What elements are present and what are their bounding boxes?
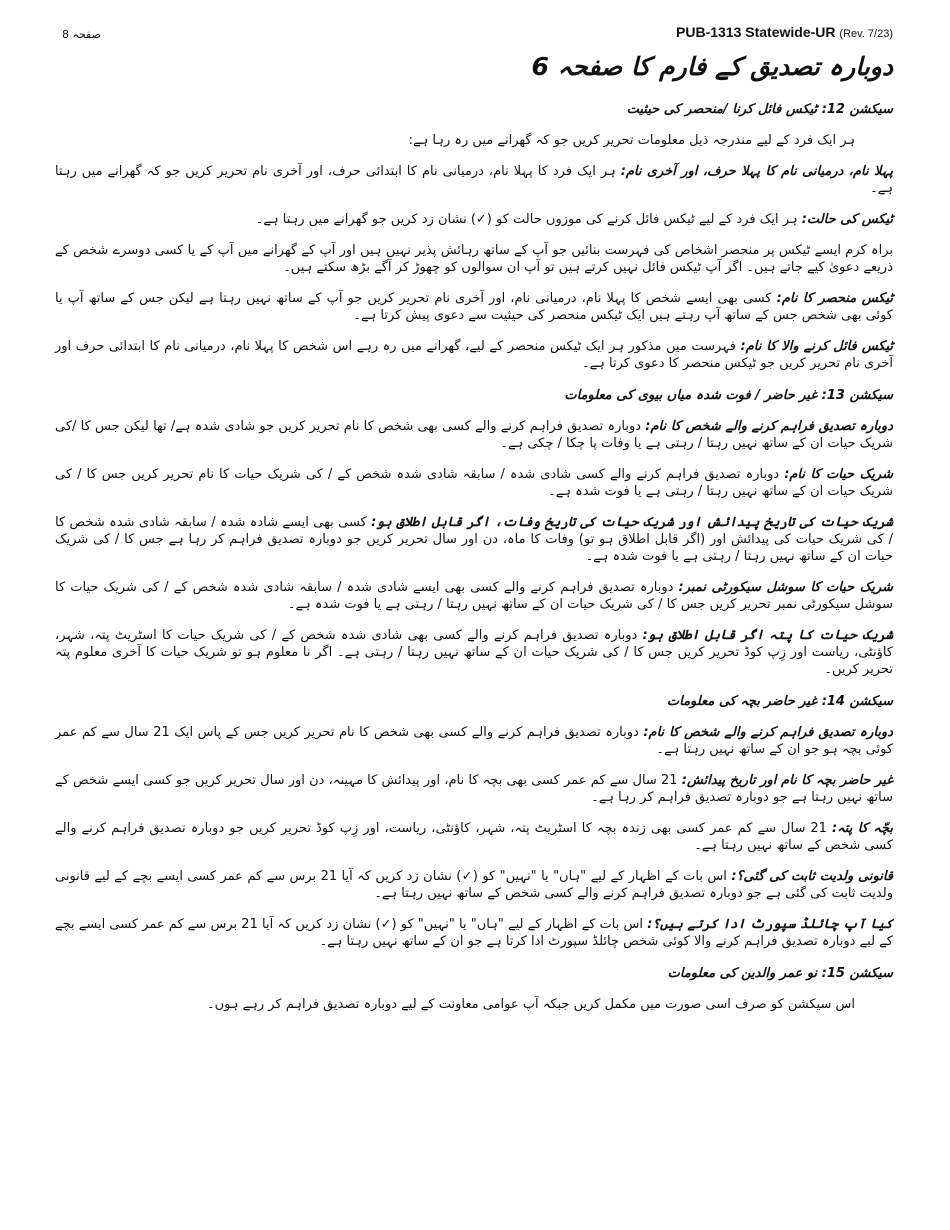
section-14-child-name bbox=[55, 772, 893, 806]
section-13-spouse-name bbox=[55, 466, 893, 500]
term-description: دوبارہ تصدیق فراہم کرنے والے کسی بھی ایسے شادی شدہ / سابقہ شادی شدہ شخص کے / کی شریک حیات کا سوشل سیکورٹی نمبر تحریر کریں جس کا / کی شریک حیات ان کے ساتھ نہیں رہتا / رہتی ہے یا فوت شدہ ہے۔ bbox=[55, 580, 893, 612]
term-description: 21 سال سے کم عمر کسی بھی بچہ کا نام، اور پیدائش کا مہینہ، دن اور سال تحریر کریں جو کسی ایسے شخص کے ساتھ نہیں رہتا ہے جو دوبارہ تصدیق فراہم کر رہا ہے۔ bbox=[55, 773, 893, 805]
term-label: قانونی ولدیت ثابت کی گئی؟: bbox=[731, 869, 893, 884]
section-12-names bbox=[55, 163, 893, 197]
section-13-spouse-ssn bbox=[55, 579, 893, 613]
section-14-child-address bbox=[55, 820, 893, 854]
section-13-heading: سیکشن 13: غیر حاضر / فوت شدہ میاں بیوی کی معلومات bbox=[564, 388, 893, 403]
term-label: ٹیکس منحصر کا نام: bbox=[776, 291, 893, 306]
term-description: ہر ایک فرد کے لیے ٹیکس فائل کرنے کی موزوں حالت کو (✓) نشان زد کریں جو گھرانے میں رہتا ہے۔ bbox=[255, 212, 802, 227]
term-label: بچّہ کا پتہ: bbox=[831, 821, 893, 836]
section-14-child-support bbox=[55, 916, 893, 950]
section-14-heading: سیکشن 14: غیر حاضر بچہ کی معلومات bbox=[666, 694, 893, 709]
term-description: اس بات کے اظہار کے لیے "ہاں" یا "نہیں" کو (✓) نشان زد کریں کہ آیا 21 برس سے کم عمر کسی ایسے بچے کے لیے قانونی ولدیت ثابت کی گئی ہے جو دوبارہ تصدیق فراہم کرنے والے کسی شخص کے ساتھ نہیں رہتا ہے۔ bbox=[55, 869, 893, 901]
term-label: شریک حیات کا سوشل سیکورٹی نمبر: bbox=[678, 580, 893, 595]
term-description: دوبارہ تصدیق فراہم کرنے والے کسی بھی شخص کا نام تحریر کریں جس کے پاس ایک 21 سال سے کم عمر کوئی بچہ ہو جو ان کے ساتھ نہیں رہتا ہے۔ bbox=[55, 725, 893, 757]
term-label: کیا آپ چائلڈ سپورٹ ادا کرتے ہیں؟: bbox=[647, 917, 894, 932]
page-title: دوبارہ تصدیق کے فارم کا صفحہ 6 bbox=[531, 52, 893, 81]
section-12-list-instructions: براہ کرم ایسے ٹیکس پر منحصر اشخاص کی فہرست بنائیں جو آپ کے ساتھ رہائش پذیر نہیں ہیں اور آپ کے گھرانے میں آپ کے یا کسی دوسرے شخص کے ذریعے دعویٰ کیے جاتے ہیں۔ اگر آپ ٹیکس فائل نہیں کرتے ہیں تو آپ ان سوالوں کو چھوڑ کر آگے بڑھ سکتے ہیں۔ bbox=[55, 243, 893, 275]
section-13-spouse-address bbox=[55, 627, 893, 678]
section-13-spouse-dates bbox=[55, 514, 893, 565]
section-14-paternity bbox=[55, 868, 893, 902]
term-description: دوبارہ تصدیق فراہم کرنے والے کسی بھی شخص کا نام تحریر کریں جو شادی شدہ ہے/ تھا لیکن جس کا /کی شریک حیات ان کے ساتھ نہیں رہتا / رہتی ہے یا وفات پا چکا / چکی ہے۔ bbox=[55, 419, 893, 451]
section-12-dependent-name bbox=[55, 290, 893, 324]
section-13-renewer-name bbox=[55, 418, 893, 452]
term-label: دوبارہ تصدیق فراہم کرنے والے شخص کا نام: bbox=[645, 419, 893, 434]
term-description: 21 سال سے کم عمر کسی بھی زندہ بچہ کا اسٹریٹ پتہ، شہر، کاؤنٹی، ریاست، اور زِپ کوڈ تحریر کریں جو دوبارہ تصدیق فراہم کرنے والے کسی شخص کے ساتھ نہیں رہتا ہے۔ bbox=[55, 821, 893, 853]
section-14-renewer-name bbox=[55, 724, 893, 758]
section-12-intro: ہر ایک فرد کے لیے مندرجہ ذیل معلومات تحریر کریں جو کہ گھرانے میں رہ رہا ہے: bbox=[408, 133, 855, 148]
term-label: ٹیکس کی حالت: bbox=[801, 212, 893, 227]
section-12-heading: سیکشن 12: ٹیکس فائل کرنا /منحصر کی حیثیت bbox=[626, 102, 893, 117]
form-revision: (Rev. 7/23) bbox=[839, 28, 893, 40]
term-description: کسی بھی ایسے شخص کا پہلا نام، درمیانی نام، اور آخری نام تحریر کریں جو آپ کے ساتھ نہیں رہتا ہے لیکن جس کے ساتھ آپ یا کوئی بھی شخص جس کے ساتھ آپ رہتے ہیں ایک ٹیکس منحصر کی حیثیت سے دعوی پیش کرتا ہے۔ bbox=[55, 291, 893, 323]
section-12-filer-name bbox=[55, 338, 893, 372]
term-label: شریک حیات کا نام: bbox=[784, 467, 893, 482]
term-label: شریک حیات کا پتہ اگر قابل اطلاق ہو: bbox=[642, 628, 894, 643]
section-12-tax-status bbox=[55, 211, 893, 228]
term-description: دوبارہ تصدیق فراہم کرنے والے کسی شادی شدہ / سابقہ شادی شدہ شخص کے / کی شریک حیات کا نام تحریر کریں جس کا / کی شریک حیات ان کے ساتھ نہیں رہتا / رہتی ہے یا فوت شدہ ہے۔ bbox=[55, 467, 893, 499]
term-label: غیر حاضر بچہ کا نام اور تاریخ پیدائش: bbox=[681, 773, 893, 788]
form-identifier bbox=[676, 24, 893, 40]
term-description: کسی بھی ایسے شادہ شدہ / سابقہ شادی شدہ شخص کا / کی شریک حیات کی پیدائش اور (اگر قابل اطلاق ہو تو) وفات کا ماہ، دن اور سال تحریر کریں جو دوبارہ تصدیق فراہم کر رہا ہے جس کا / کی شریک حیات ان کے ساتھ نہیں رہتا / رہتی ہے یا فوت شدہ ہے۔ bbox=[55, 515, 893, 564]
term-label: شریک حیات کی تاریخ پیدائش اور شریک حیات کی تاریخ وفات، اگر قابل اطلاق ہو: bbox=[371, 515, 893, 530]
term-description: فہرست میں مذکور ہر ایک ٹیکس منحصر کے لیے، گھرانے میں رہ رہے اس شخص کا پہلا نام، درمیانی نام کا ابتدائی حرف اور آخری نام تحریر کریں جو ٹیکس منحصر کا دعوی کرتا ہے۔ bbox=[55, 339, 893, 371]
term-label: پہلا نام، درمیانی نام کا پہلا حرف، اور آخری نام: bbox=[620, 164, 893, 179]
section-15-heading: سیکشن 15: نو عمر والدین کی معلومات bbox=[667, 966, 893, 981]
section-15-text: اس سیکشن کو صرف اسی صورت میں مکمل کریں جبکہ آپ عوامی معاونت کے لیے دوبارہ تصدیق فراہم کر رہے ہوں۔ bbox=[207, 997, 855, 1012]
term-description: ہر ایک فرد کا پہلا نام، درمیانی نام کا ابتدائی حرف، اور آخری نام تحریر کریں جو کہ گھرانے میں رہتا ہے۔ bbox=[55, 164, 893, 196]
document-body bbox=[55, 100, 893, 1027]
term-label: ٹیکس فائل کرنے والا کا نام: bbox=[740, 339, 893, 354]
term-description: اس بات کے اظہار کے لیے "ہاں" یا "نہیں" کو (✓) نشان زد کریں کہ آیا 21 برس سے کم عمر کسی ایسے بچے کے لیے دوبارہ تصدیق فراہم کرنے والا کوئی شخص چائلڈ سپورٹ ادا کرتا ہے جو ان کے ساتھ نہیں رہتا ہے۔ bbox=[55, 917, 893, 949]
term-description: دوبارہ تصدیق فراہم کرنے والے کسی بھی شادی شدہ شخص کے / کی شریک حیات کا اسٹریٹ پتہ، شہر، کاؤنٹی، ریاست اور زِپ کوڈ تحریر کریں جس کا / کی شریک حیات ان کے ساتھ نہیں رہتا / رہتی ہے۔ اگر نا معلوم ہو تو شریک حیات کا آخری معلوم پتہ تحریر کریں۔ bbox=[55, 628, 893, 677]
term-label: دوبارہ تصدیق فراہم کرنے والے شخص کا نام: bbox=[643, 725, 894, 740]
page-number: صفحہ 8 bbox=[62, 28, 101, 41]
form-id: PUB-1313 Statewide-UR bbox=[676, 24, 836, 40]
